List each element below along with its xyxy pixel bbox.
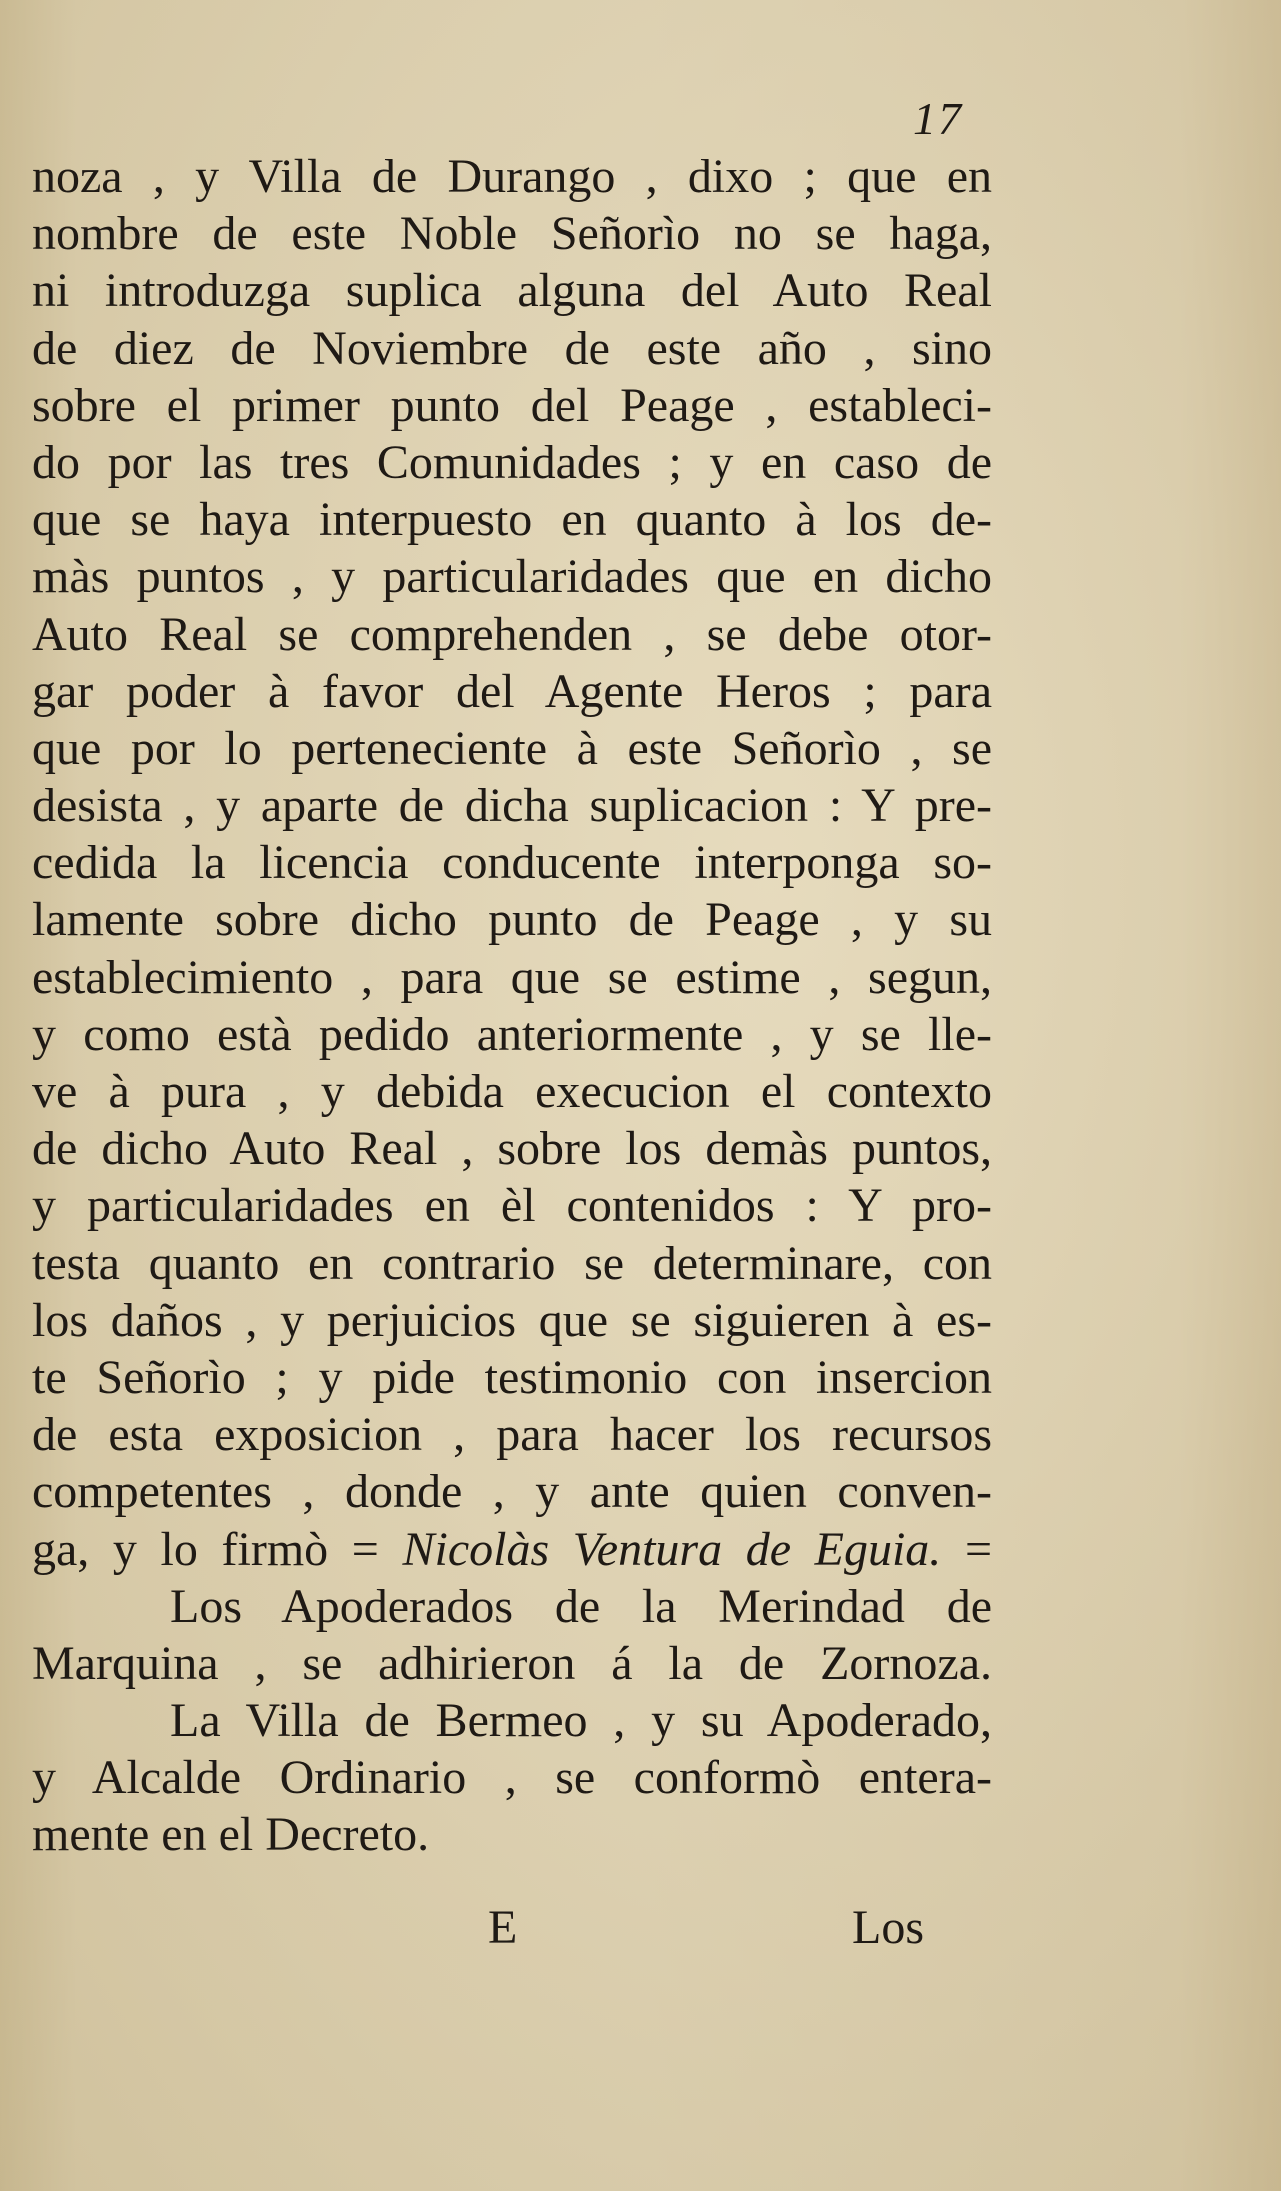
text-line: y Alcalde Ordinario , se conformò entera- [32,1751,992,1805]
gathering-signature: E [488,1901,518,1954]
text-line: competentes , donde , y ante quien conven- [32,1465,992,1519]
text-line: ve à pura , y debida execucion el contexto [32,1065,992,1118]
signature-line [32,1521,992,1578]
signature-mark: = [964,1522,993,1576]
text-line: testa quanto en contrario se determinare, con [32,1236,992,1290]
text-line: lamente sobre dicho punto de Peage , y su [32,893,992,947]
text-line: los daños , y perjuicios que se siguieren à es- [32,1293,992,1347]
text-line: Marquina , se adhirieron á la de Zornoza. [32,1636,992,1690]
text-line: Los Apoderados de la Merindad de [170,1579,992,1633]
text-line: desista , y aparte de dicha suplicacion : Y pre- [32,779,992,833]
text-line: y particularidades en èl contenidos : Y pro- [32,1179,992,1233]
closing-text: ga, y lo firmò [32,1522,329,1576]
text-line: que se haya interpuesto en quanto à los de- [32,493,992,547]
text-line: establecimiento , para que se estime , segun, [32,950,992,1004]
text-line: do por las tres Comunidades ; y en caso de [32,435,992,489]
text-line: de esta exposicion , para hacer los recursos [32,1408,992,1462]
text-line: que por lo perteneciente à este Señorìo , se [32,721,992,775]
text-line: La Villa de Bermeo , y su Apoderado, [170,1694,992,1748]
text-line: de diez de Noviembre de este año , sino [32,321,992,375]
catchword: Los [852,1901,924,1954]
text-line: de dicho Auto Real , sobre los demàs puntos, [32,1122,992,1176]
text-line: sobre el primer punto del Peage , estableci- [32,378,992,432]
text-line: Auto Real se comprehenden , se debe otor- [32,607,992,661]
body-text [32,148,992,1864]
text-line: cedida la licencia conducente interponga so- [32,836,992,890]
text-line: màs puntos , y particularidades que en dicho [32,550,992,604]
text-line: mente en el Decreto. [32,1808,430,1862]
text-line: noza , y Villa de Durango , dixo ; que en [32,150,992,203]
text-line: nombre de este Noble Señorìo no se haga, [32,207,992,261]
text-line: gar poder à favor del Agente Heros ; para [32,664,992,718]
text-line: ni introduzga suplica alguna del Auto Real [32,264,992,318]
signature-name: Nicolàs Ventura de Eguia. [402,1522,942,1576]
text-line: te Señorìo ; y pide testimonio con insercion [32,1350,992,1404]
text-line: y como està pedido anteriormente , y se lle- [32,1007,992,1061]
signature-mark: = [351,1522,379,1576]
page-footer [0,1900,1281,1960]
page-number: 17 [913,93,963,144]
